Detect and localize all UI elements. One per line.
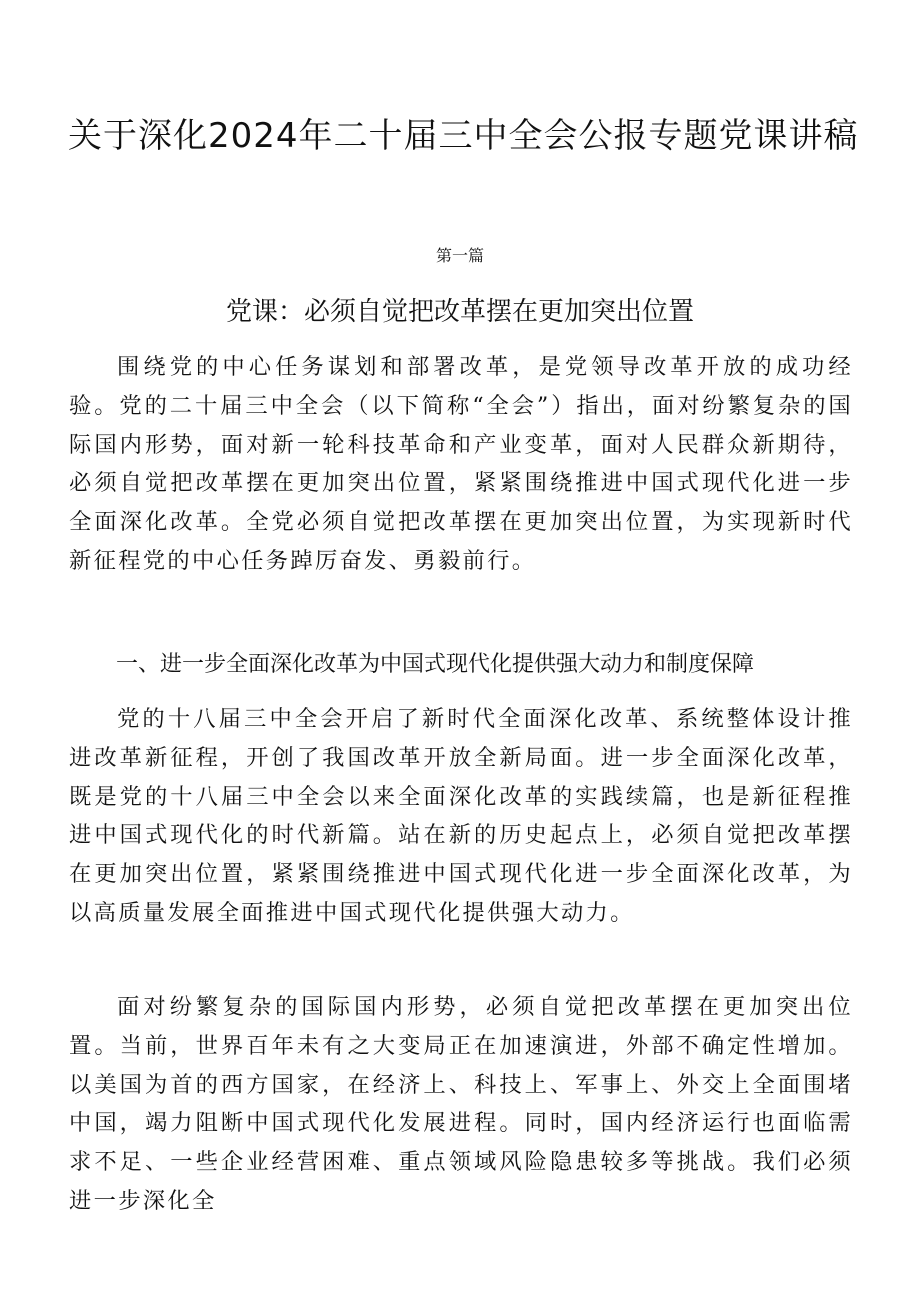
section-heading-1: 一、进一步全面深化改革为中国式现代化提供强大动力和制度保障 (116, 652, 755, 677)
lesson-title: 党课：必须自觉把改革摆在更加突出位置 (225, 297, 694, 327)
paragraph-intro: 围绕党的中心任务谋划和部署改革，是党领导改革开放的成功经验。党的二十届三中全会（以下简称“全会”）指出，面对纷繁复杂的国际国内形势，面对新一轮科技革命和产业变革，面对人民群众新期待，必须自觉把改革摆在更加突出位置，紧紧围绕推进中国式现代化进一步全面深化改革。全党必须自觉把改革摆在更加突出位置，为实现新时代新征程党的中心任务踔厉奋发、勇毅前行。 (69, 354, 853, 574)
document-title: 关于深化2024年二十届三中全会公报专题党课讲稿 (68, 116, 859, 156)
paragraph-section-2: 面对纷繁复杂的国际国内形势，必须自觉把改革摆在更加突出位置。当前，世界百年未有之大变局正在加速演进，外部不确定性增加。以美国为首的西方国家，在经济上、科技上、军事上、外交上全面围堵中国，竭力阻断中国式现代化发展进程。同时，国内经济运行也面临需求不足、一些企业经营困难、重点领域风险隐患较多等挑战。我们必须进一步深化全 (69, 994, 853, 1214)
paragraph-section-1: 党的十八届三中全会开启了新时代全面深化改革、系统整体设计推进改革新征程，开创了我国改革开放全新局面。进一步全面深化改革，既是党的十八届三中全会以来全面深化改革的实践续篇，也是新征程推进中国式现代化的时代新篇。站在新的历史起点上，必须自觉把改革摆在更加突出位置，紧紧围绕推进中国式现代化进一步全面深化改革，为以高质量发展全面推进中国式现代化提供强大动力。 (69, 706, 853, 926)
section-label: 第一篇 (435, 246, 484, 265)
